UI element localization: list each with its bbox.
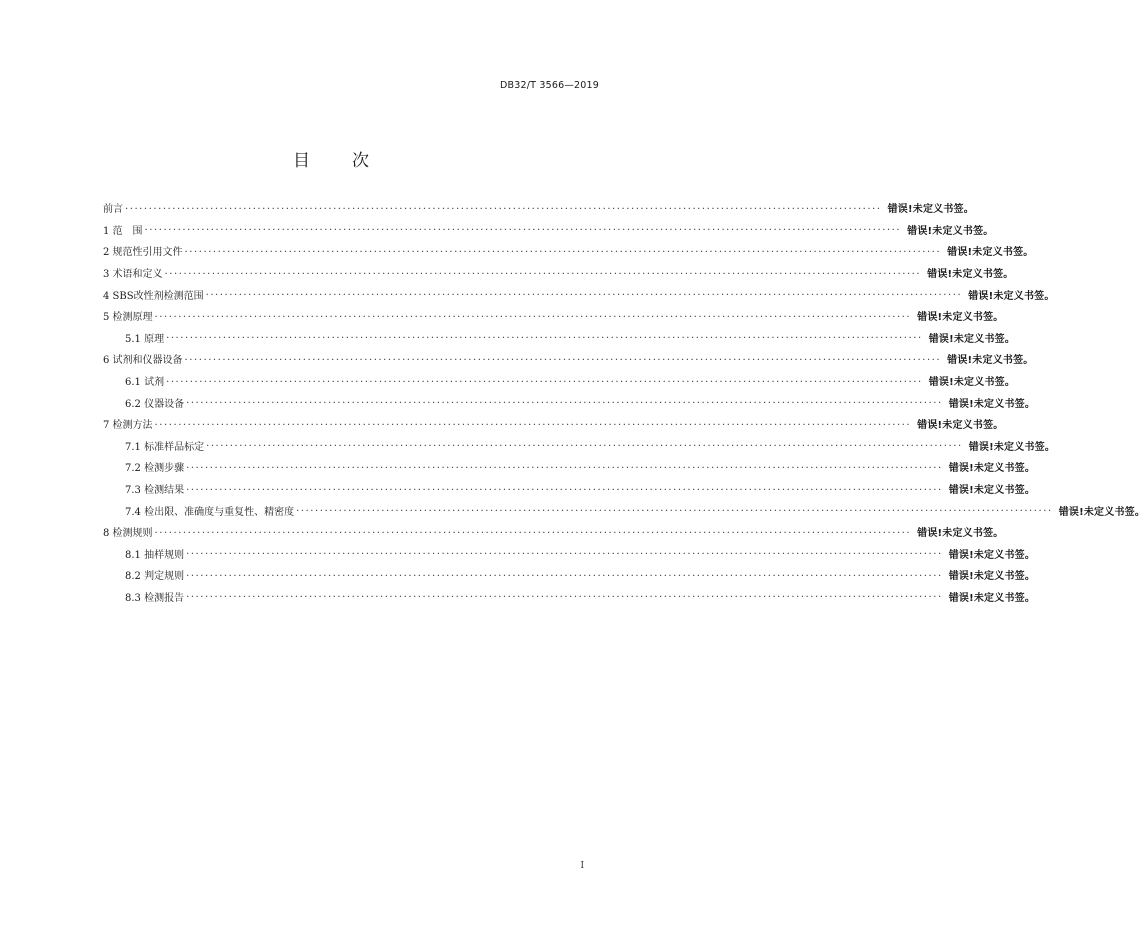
toc-entry-label: 8.2 判定规则 (125, 571, 185, 583)
toc-entry-page: 错误!未定义书签。 (947, 247, 1034, 259)
toc-entry-page: 错误!未定义书签。 (948, 398, 1036, 410)
toc-entry-label: 5.1 原理 (125, 333, 165, 345)
toc-entry-label: 4 SBS改性剂检测范围 (103, 290, 204, 302)
toc-entry-detection-steps[interactable] (103, 456, 1036, 478)
toc-entry-principle[interactable] (103, 327, 1016, 349)
toc-entry-terms-definitions[interactable] (103, 262, 1014, 284)
toc-entry-judgment-rules[interactable] (103, 564, 1036, 586)
toc-dot-leader: ................................................................................................................................................................ (144, 222, 902, 234)
toc-entry-page: 错误!未定义书签。 (887, 204, 974, 216)
toc-entry-reagents-equipment[interactable] (103, 348, 1034, 370)
toc-entry-detection-report[interactable] (103, 586, 1036, 608)
toc-title-part1: 目 (293, 151, 310, 171)
toc-entry-label: 8 检测规则 (103, 528, 153, 540)
toc-entry-equipment[interactable] (103, 391, 1036, 413)
toc-entry-label: 5 检测原理 (103, 312, 153, 324)
toc-dot-leader: ................................................................................................................................................................ (205, 287, 963, 299)
toc-entry-label: 8.3 检测报告 (125, 592, 185, 604)
toc-entry-label: 3 术语和定义 (103, 269, 163, 281)
toc-entry-label: 2 规范性引用文件 (103, 247, 183, 259)
toc-dot-leader: ................................................................................................................................................................ (154, 524, 912, 536)
toc-entry-label: 6 试剂和仪器设备 (103, 355, 183, 367)
table-of-contents (103, 197, 1145, 607)
toc-entry-page: 错误!未定义书签。 (907, 225, 994, 237)
toc-entry-page: 错误!未定义书签。 (968, 290, 1055, 302)
toc-entry-scope[interactable] (103, 219, 994, 241)
toc-dot-leader: ................................................................................................................................................................ (186, 481, 943, 493)
toc-entry-detection-principle[interactable] (103, 305, 1004, 327)
toc-entry-page: 错误!未定义书签。 (948, 463, 1036, 475)
toc-dot-leader: ................................................................................................................................................................ (154, 308, 912, 320)
page-number: I (580, 861, 584, 871)
toc-entry-reagents[interactable] (103, 370, 1016, 392)
toc-entry-detection-method[interactable] (103, 413, 1004, 435)
toc-dot-leader: ................................................................................................................................................................ (125, 200, 882, 212)
toc-entry-page: 错误!未定义书签。 (947, 355, 1034, 367)
toc-title-part2: 次 (352, 151, 369, 171)
toc-entry-page: 错误!未定义书签。 (917, 420, 1004, 432)
toc-entry-detection-results[interactable] (103, 478, 1036, 500)
toc-entry-detection-limit[interactable] (103, 499, 1145, 521)
toc-entry-page: 错误!未定义书签。 (948, 485, 1036, 497)
toc-dot-leader: ................................................................................................................................................................ (164, 265, 922, 277)
toc-entry-page: 错误!未定义书签。 (948, 592, 1036, 604)
toc-entry-calibration[interactable] (103, 435, 1056, 457)
toc-entry-page: 错误!未定义书签。 (948, 571, 1036, 583)
toc-entry-detection-range[interactable] (103, 283, 1055, 305)
toc-entry-label: 7.2 检测步骤 (125, 463, 185, 475)
toc-dot-leader: ................................................................................................................................................................ (186, 395, 943, 407)
toc-entry-detection-rules[interactable] (103, 521, 1004, 543)
toc-entry-label: 7.3 检测结果 (125, 485, 185, 497)
toc-entry-page: 错误!未定义书签。 (1058, 506, 1145, 518)
toc-dot-leader: ................................................................................................................................................................ (186, 546, 943, 558)
toc-entry-foreword[interactable] (103, 197, 974, 219)
toc-entry-page: 错误!未定义书签。 (917, 312, 1004, 324)
toc-dot-leader: ................................................................................................................................................................ (186, 567, 943, 579)
toc-dot-leader: ................................................................................................................................................................ (166, 373, 923, 385)
toc-entry-page: 错误!未定义书签。 (928, 333, 1016, 345)
toc-entry-page: 错误!未定义书签。 (968, 441, 1056, 453)
toc-entry-label: 1 范 围 (103, 225, 143, 237)
toc-entry-label: 前言 (103, 204, 123, 216)
toc-entry-page: 错误!未定义书签。 (927, 269, 1014, 281)
toc-entry-label: 7 检测方法 (103, 420, 153, 432)
toc-entry-page: 错误!未定义书签。 (928, 377, 1016, 389)
toc-dot-leader: ................................................................................................................................................................ (206, 438, 963, 450)
toc-dot-leader: ................................................................................................................................................................ (184, 351, 942, 363)
toc-dot-leader: ................................................................................................................................................................ (296, 503, 1053, 515)
toc-entry-page: 错误!未定义书签。 (948, 549, 1036, 561)
toc-entry-sampling-rules[interactable] (103, 543, 1036, 565)
toc-entry-label: 6.1 试剂 (125, 377, 165, 389)
toc-dot-leader: ................................................................................................................................................................ (154, 416, 912, 428)
toc-dot-leader: ................................................................................................................................................................ (186, 459, 943, 471)
toc-entry-page: 错误!未定义书签。 (917, 528, 1004, 540)
toc-dot-leader: ................................................................................................................................................................ (184, 243, 942, 255)
toc-dot-leader: ................................................................................................................................................................ (166, 330, 923, 342)
standard-code: DB32/T 3566—2019 (500, 80, 599, 91)
toc-dot-leader: ................................................................................................................................................................ (186, 589, 943, 601)
toc-entry-label: 6.2 仪器设备 (125, 398, 185, 410)
toc-entry-label: 7.1 标准样品标定 (125, 441, 205, 453)
toc-entry-label: 7.4 检出限、准确度与重复性、精密度 (125, 506, 295, 518)
toc-entry-label: 8.1 抽样规则 (125, 549, 185, 561)
toc-entry-normative-references[interactable] (103, 240, 1034, 262)
toc-title (0, 146, 662, 171)
